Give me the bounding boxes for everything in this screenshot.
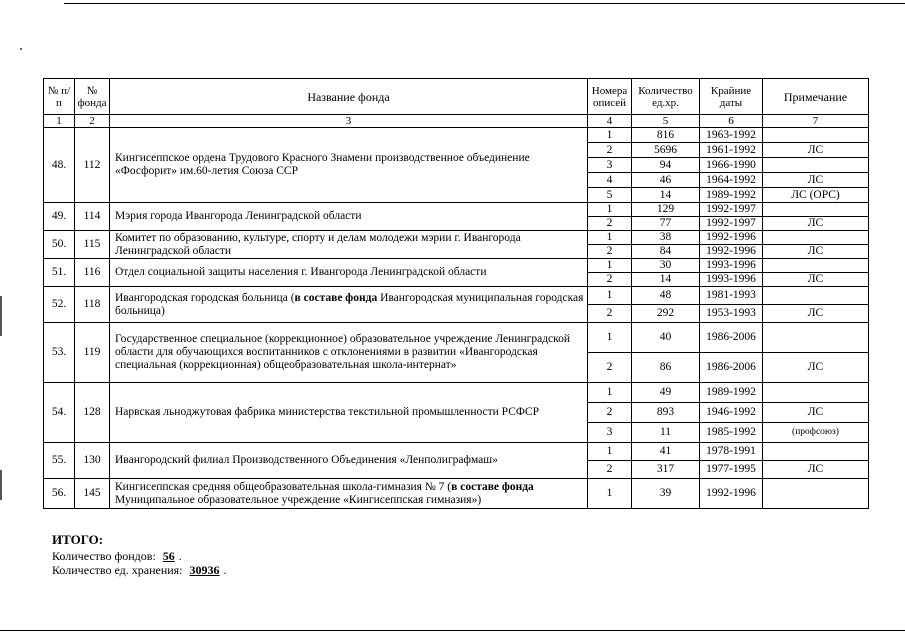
funds-count-line: Количество фондов: 56 . [52,549,182,563]
storage-quantity: 49 [632,383,700,403]
header-dates: Крайние даты [700,79,763,115]
storage-quantity: 86 [632,353,700,383]
funds-count-label: Количество фондов: [52,549,156,563]
header-fond-number: № фонда [75,79,110,115]
fund-number: 114 [75,203,110,231]
fund-number: 116 [75,259,110,287]
date-range: 1977-1995 [700,461,763,479]
storage-quantity: 14 [632,188,700,203]
storage-quantity: 292 [632,305,700,323]
header-fond-name: Название фонда [110,79,588,115]
fund-name [110,287,588,323]
fund-number: 118 [75,287,110,323]
inventory-number: 3 [588,158,632,173]
fund-note: (профсоюз) [763,423,869,443]
fund-name: Кингисеппское ордена Трудового Красного Знамени производственное объединение «Фосфорит» им.60-летия Союза ССР [110,128,588,203]
storage-quantity: 77 [632,217,700,231]
date-range: 1989-1992 [700,188,763,203]
fund-name-bold: в составе фонда [294,291,378,304]
inventory-number: 5 [588,188,632,203]
inventory-number: 1 [588,231,632,245]
header-row [44,79,869,115]
date-range: 1989-1992 [700,383,763,403]
units-count-line: Количество ед. хранения: 30936 . [52,563,227,577]
storage-quantity: 317 [632,461,700,479]
header-index: 1 [44,115,75,128]
storage-quantity: 39 [632,479,700,509]
fund-note: ЛС [763,403,869,423]
fund-pp: 54. [44,383,75,443]
date-range: 1992-1996 [700,245,763,259]
date-range: 1986-2006 [700,323,763,353]
inventory-number: 1 [588,479,632,509]
storage-quantity: 94 [632,158,700,173]
fund-number: 145 [75,479,110,509]
scan-speck [20,48,22,50]
table-row [44,323,869,353]
fund-note [763,259,869,273]
fund-name: Отдел социальной защиты населения г. Ивангорода Ленинградской области [110,259,588,287]
fund-pp: 52. [44,287,75,323]
fund-pp: 48. [44,128,75,203]
header-note: Примечание [763,79,869,115]
header-index: 3 [110,115,588,128]
storage-quantity: 84 [632,245,700,259]
header-index: 2 [75,115,110,128]
fund-name-text: Ивангородская муниципальная городская больница) [115,291,584,317]
inventory-number: 1 [588,287,632,305]
header-pp: № п/п [44,79,75,115]
table-row [44,231,869,245]
scan-edge-mark [0,296,2,336]
fund-note: ЛС [763,245,869,259]
inventory-number: 2 [588,217,632,231]
fund-name: Нарвская льноджутовая фабрика министерства текстильной промышленности РСФСР [110,383,588,443]
date-range: 1946-1992 [700,403,763,423]
fund-note: ЛС [763,353,869,383]
funds-table [43,78,869,509]
inventory-number: 1 [588,443,632,461]
inventory-number: 2 [588,273,632,287]
storage-quantity: 46 [632,173,700,188]
fund-number: 119 [75,323,110,383]
fund-note: ЛС [763,143,869,158]
fund-name: Государственное специальное (коррекционное) образовательное учреждение Ленинградской области для обучающихся воспитанников с отклонениями в развитии «Ивангородская специальная (коррекционная) общеобразовательная школа-интернат» [110,323,588,383]
fund-note [763,158,869,173]
date-range: 1986-2006 [700,353,763,383]
date-range: 1981-1993 [700,287,763,305]
storage-quantity: 14 [632,273,700,287]
header-inventories: Номера описей [588,79,632,115]
inventory-number: 2 [588,403,632,423]
storage-quantity: 48 [632,287,700,305]
header-index: 5 [632,115,700,128]
date-range: 1992-1997 [700,217,763,231]
funds-count-value: 56 [162,549,175,563]
inventory-number: 2 [588,143,632,158]
storage-quantity: 816 [632,128,700,143]
header-index: 4 [588,115,632,128]
fund-number: 128 [75,383,110,443]
table-header [44,79,869,128]
fund-pp: 51. [44,259,75,287]
scan-edge-mark [0,470,2,500]
fund-name [110,479,588,509]
date-range: 1961-1992 [700,143,763,158]
date-range: 1992-1997 [700,203,763,217]
fund-note: ЛС [763,217,869,231]
fund-note [763,203,869,217]
storage-quantity: 893 [632,403,700,423]
date-range: 1993-1996 [700,273,763,287]
inventory-number: 1 [588,259,632,273]
storage-quantity: 30 [632,259,700,273]
bottom-rule [0,630,905,631]
date-range: 1953-1993 [700,305,763,323]
fund-name-text: Муниципальное образовательное учреждение «Кингисеппская гимназия») [115,493,482,506]
top-rule [64,3,905,4]
inventory-number: 4 [588,173,632,188]
units-count-label: Количество ед. хранения: [52,563,183,577]
fund-number: 112 [75,128,110,203]
inventory-number: 3 [588,423,632,443]
totals-summary [52,533,227,577]
fund-note: ЛС [763,273,869,287]
fund-note [763,287,869,305]
table-row [44,259,869,273]
inventory-number: 2 [588,461,632,479]
fund-pp: 56. [44,479,75,509]
fund-note: ЛС [763,305,869,323]
header-quantity: Количество ед.хр. [632,79,700,115]
header-index: 7 [763,115,869,128]
storage-quantity: 40 [632,323,700,353]
date-range: 1993-1996 [700,259,763,273]
table-row [44,128,869,143]
inventory-number: 2 [588,305,632,323]
fund-pp: 53. [44,323,75,383]
inventory-number: 1 [588,128,632,143]
date-range: 1963-1992 [700,128,763,143]
fund-note [763,479,869,509]
table-row [44,383,869,403]
inventory-number: 2 [588,353,632,383]
fund-name: Мэрия города Ивангорода Ленинградской области [110,203,588,231]
header-index-row [44,115,869,128]
fund-note [763,231,869,245]
fund-note: ЛС [763,173,869,188]
table-body [44,128,869,509]
table-row [44,443,869,461]
fund-note [763,383,869,403]
storage-quantity: 41 [632,443,700,461]
fund-note: ЛС (ОРС) [763,188,869,203]
storage-quantity: 129 [632,203,700,217]
table-row [44,479,869,509]
fund-pp: 49. [44,203,75,231]
date-range: 1966-1990 [700,158,763,173]
storage-quantity: 5696 [632,143,700,158]
date-range: 1992-1996 [700,479,763,509]
fund-note: ЛС [763,461,869,479]
fund-number: 115 [75,231,110,259]
fund-name: Ивангородский филиал Производственного Объединения «Ленполиграфмаш» [110,443,588,479]
storage-quantity: 38 [632,231,700,245]
header-index: 6 [700,115,763,128]
inventory-number: 2 [588,245,632,259]
units-count-value: 30936 [189,563,220,577]
fund-name: Комитет по образованию, культуре, спорту и делам молодежи мэрии г. Ивангорода Ленинградской области [110,231,588,259]
table-row [44,287,869,305]
date-range: 1964-1992 [700,173,763,188]
totals-title: ИТОГО: [52,532,104,547]
storage-quantity: 11 [632,423,700,443]
fund-note [763,323,869,353]
table-row [44,203,869,217]
fund-name-bold: в составе фонда [451,480,534,493]
fund-name-text: Кингисеппская средняя общеобразовательная школа-гимназия № 7 ( [115,480,452,493]
fund-pp: 50. [44,231,75,259]
date-range: 1978-1991 [700,443,763,461]
fund-pp: 55. [44,443,75,479]
inventory-number: 1 [588,203,632,217]
fund-number: 130 [75,443,110,479]
fund-note [763,443,869,461]
fund-note [763,128,869,143]
date-range: 1992-1996 [700,231,763,245]
inventory-number: 1 [588,383,632,403]
date-range: 1985-1992 [700,423,763,443]
inventory-number: 1 [588,323,632,353]
fund-name-text: Ивангородская городская больница ( [115,291,295,304]
